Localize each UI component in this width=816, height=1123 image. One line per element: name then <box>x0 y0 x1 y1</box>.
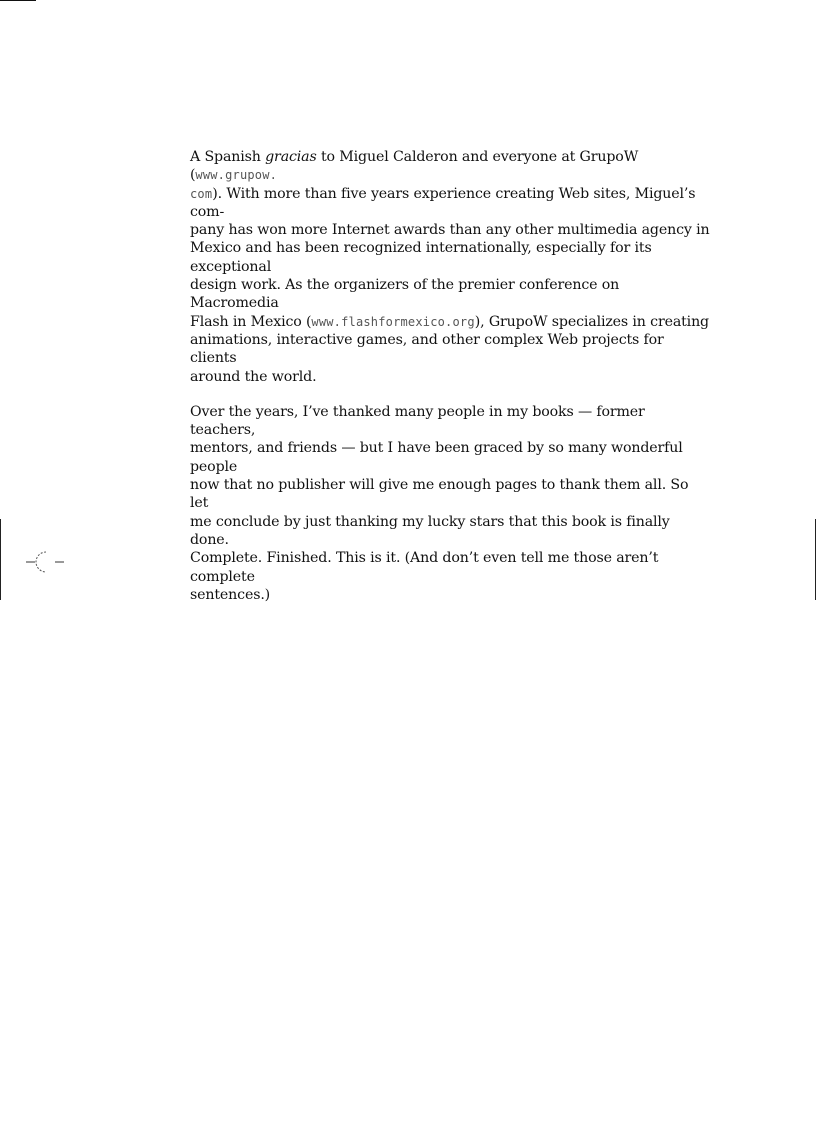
italic-text: gracias <box>265 149 317 165</box>
text-segment: ), GrupoW specializes in creating animations, interactive games, and other complex Web projects for clients around the world. <box>190 313 709 385</box>
paragraph-grupow <box>190 148 710 386</box>
page-body <box>190 148 710 621</box>
text-segment: A Spanish <box>190 149 266 165</box>
url-flashformexico: www.flashformexico.org <box>311 314 475 329</box>
registration-mark-icon <box>26 548 66 576</box>
margin-rule-left <box>0 519 1 600</box>
text-segment: to Miguel Calderon and everyone at GrupoW ( <box>190 149 639 184</box>
text-segment: ). With more than five years experience creating Web sites, Miguel’s com- pany has won more Internet awards than any other multimedia agency in Mexico and has been recognized internationally, especially for its exceptional design work. As the organizers of the premier conference on Macromedia Flash in Mexico ( <box>190 185 710 330</box>
paragraph-thanks <box>190 403 710 604</box>
crop-mark-top <box>0 0 36 1</box>
url-grupow: www.grupow. com <box>190 168 278 201</box>
text-segment: Over the years, I’ve thanked many people in my books — former teachers, mentors, and friends — but I have been graced by so many wonderful people now that no publisher will give me enough pages to thank them all. So let me conclude by just thanking my lucky stars that this book is finally done. Complete. Finished. This is it. (And don’t even tell me those aren’t complete sentences.) <box>190 403 689 603</box>
